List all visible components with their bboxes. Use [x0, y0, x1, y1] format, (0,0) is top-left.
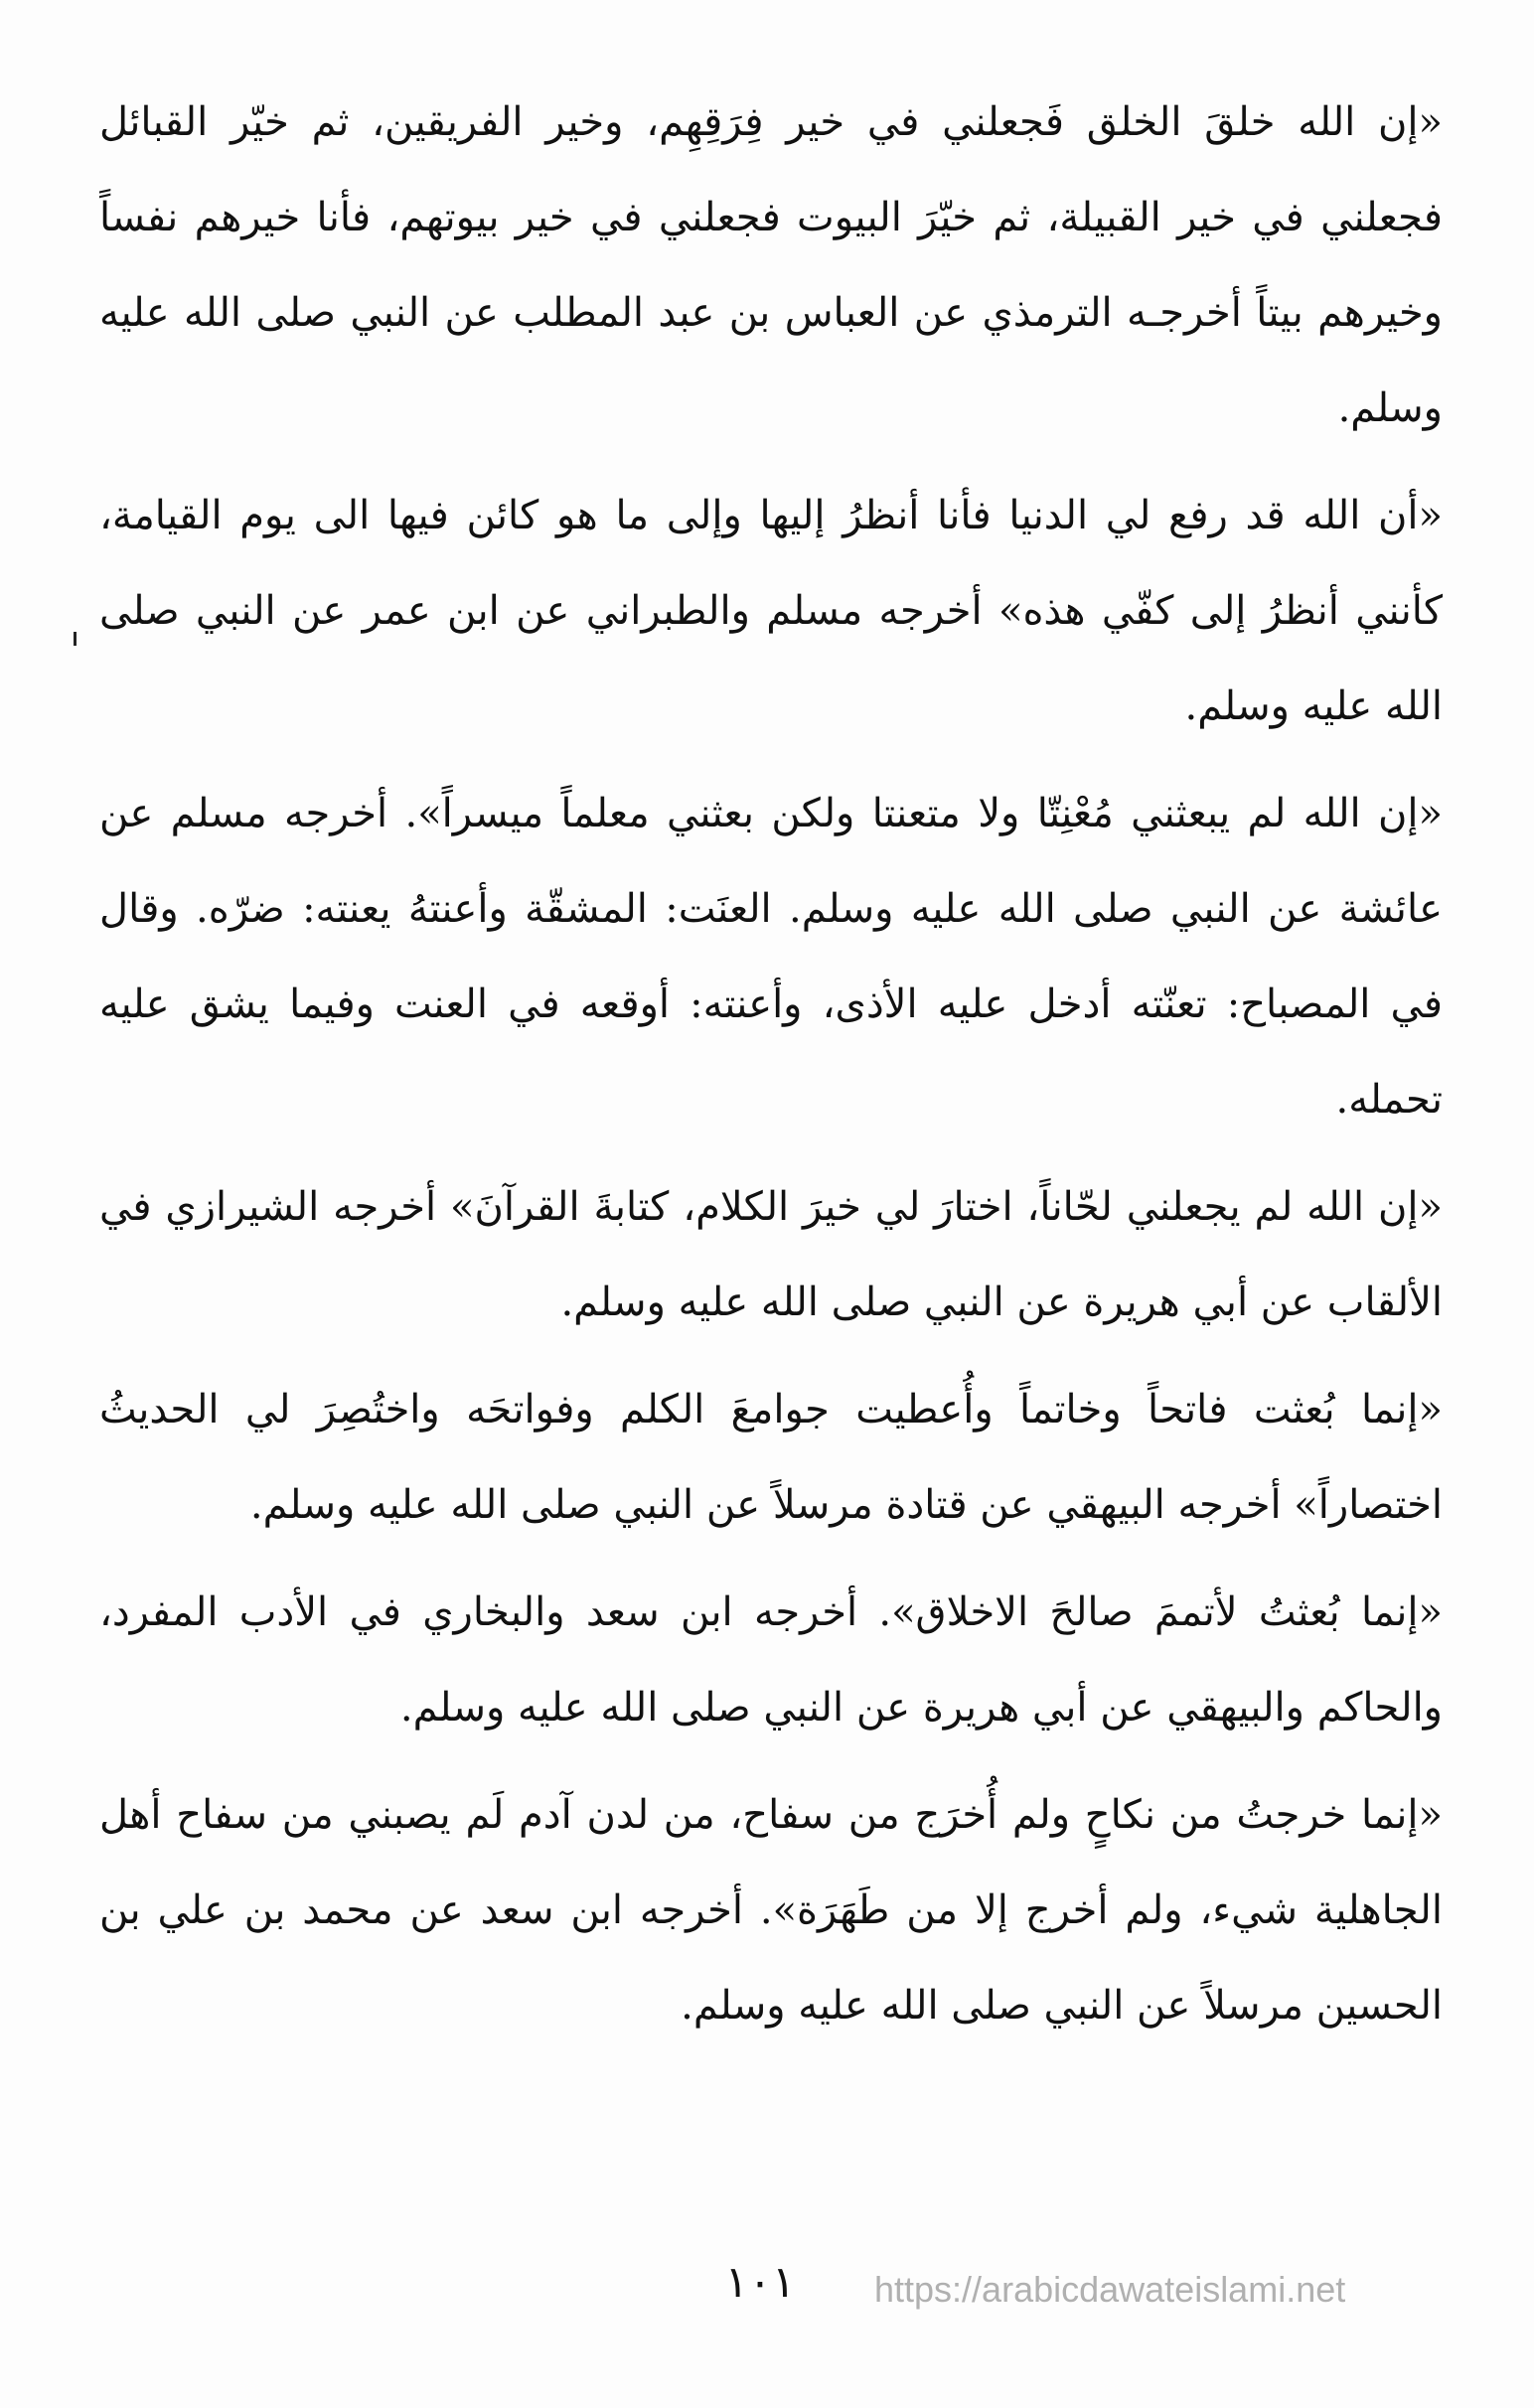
- paragraph-hadith-1: «إن الله خلقَ الخلق فَجعلني في خير فِرَقِهِم، وخير الفريقين، ثم خيّر القبائل فجعلني في خير القبيلة، ثم خيّرَ البيوت فجعلني في خير بيوتهم، فأنا خيرهم نفساً وخيرهم بيتاً أخرجـه الترمذي عن العباس بن عبد المطلب عن النبي صلى الله عليه وسلم.: [99, 99, 1443, 431]
- watermark-url: https://arabicdawateislami.net: [874, 2269, 1346, 2310]
- margin-mark: [74, 632, 77, 646]
- paragraph-hadith-5: «إنما بُعثت فاتحاً وخاتماً وأُعطيت جوامعَ الكلم وفواتحَه واختُصِرَ لي الحديثُ اختصاراً» أخرجه البيهقي عن قتادة مرسلاً عن النبي صلى الله عليه وسلم.: [99, 1387, 1443, 1528]
- page-number: ١٠١: [724, 2257, 796, 2308]
- paragraph-hadith-6: «إنما بُعثتُ لأتممَ صالحَ الاخلاق». أخرجه ابن سعد والبخاري في الأدب المفرد، والحاكم والبيهقي عن أبي هريرة عن النبي صلى الله عليه وسلم.: [99, 1589, 1443, 1731]
- paragraph-hadith-7: «إنما خرجتُ من نكاحٍ ولم أُخرَج من سفاح، من لدن آدم لَم يصبني من سفاح أهل الجاهلية شيء، ولم أخرج إلا من طَهَرَة». أخرجه ابن سعد عن محمد بن علي بن الحسين مرسلاً عن النبي صلى الله عليه وسلم.: [99, 1792, 1443, 2029]
- paragraph-hadith-3: «إن الله لم يبعثني مُعْنِتّا ولا متعنتا ولكن بعثني معلماً ميسراً». أخرجه مسلم عن عائشة عن النبي صلى الله عليه وسلم. العنَت: المشقّة وأعنتهُ يعنته: ضرّه. وقال في المصباح: تعنّته أدخل عليه الأذى، وأعنته: أوقعه في العنت وفيما يشق عليه تحمله.: [99, 791, 1443, 1123]
- paragraph-hadith-4: «إن الله لم يجعلني لحّاناً، اختارَ لي خيرَ الكلام، كتابةَ القرآنَ» أخرجه الشيرازي في الألقاب عن أبي هريرة عن النبي صلى الله عليه وسلم.: [99, 1184, 1443, 1325]
- body-text: [99, 75, 1443, 2053]
- paragraph-hadith-2: «أن الله قد رفع لي الدنيا فأنا أنظرُ إليها وإلى ما هو كائن فيها الى يوم القيامة، كأنني أنظرُ إلى كفّي هذه» أخرجه مسلم والطبراني عن ابن عمر عن النبي صلى الله عليه وسلم.: [99, 493, 1443, 729]
